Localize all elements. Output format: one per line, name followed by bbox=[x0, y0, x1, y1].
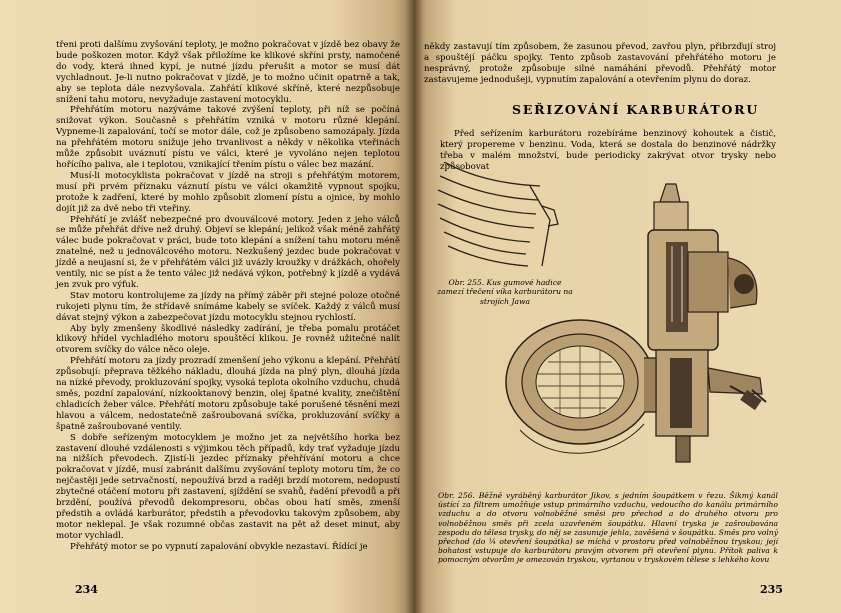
paragraph: Musí-li motocyklista pokračovat v jízdě na stroji s přehřátým motorem, musí při prvém příznaku váznutí pístu ve válci okamžitě vypnout spojku, protože k zadření, které by mohlo způsobit zlomení pístu a ojnice, by mohlo dojít již za dvě nebo tři vteřiny. bbox=[56, 170, 400, 214]
paragraph: S dobře seřízeným motocyklem je možno jet za největšího horka bez zastavení dlouhé vzdálenosti s výjimkou těch případů, kdy trať vyžaduje jízdu na nižších převodech. Zjistí-li jezdec příznaky přehřívání motoru a chce pokračovat v jízdě, musí zabránit dalšímu zvyšování teploty motoru tím, že co nejčastěji jede setrvačností, nepoužívá brzd a raději brzdí motorem, nedopustí zbytečné otáčení motoru při zastavení, sjíždění se svahů, řadění převodů a při brzdění, používá převodů dekompresoru, občas obou hatí směs, zmenší předstih a ovládá karburátor, předstih a převodovku takovým způsobem, aby motor neklepal. Je však rozumné občas zastavit na pět až deset minut, aby motor vychladl. bbox=[56, 432, 400, 541]
left-page-text bbox=[56, 40, 400, 553]
page-number-right: 235 bbox=[760, 583, 783, 596]
paragraph: Přehřátý motor se po vypnutí zapalování obvykle nezastaví. Řídící je bbox=[70, 541, 368, 552]
section-heading: SEŘIZOVÁNÍ KARBURÁTORU bbox=[512, 102, 760, 117]
figure-256-caption: Obr. 256. Běžně vyráběný karburátor Jikov, s jedním šoupátkem v řezu. Šikmý kanál ústící za filtrem umožňuje vstup primárního vzduchu, vedoucího do kanálu primárního vzduchu a do otvoru volnoběžné směsi pro přechod a do druhého otvoru pro volnoběžnou směs při zcela uzavřeném šoupátku. Hlavní tryska je zašroubována zespodu do tělesa trysky, do něj se zasunuje jehla, zavěšená v šoupátku. Směs pro volný přechod (do ¼ otevření šoupátka) se míchá v prostoru před volnoběžnou tryskou; její bohatost vstupuje do karburátoru pravým otvorem při otevření plynu. Přítok paliva k pomocným otvorům je omezován tryskou, vyrtanou v tryskovém tělese s lehkého kovu bbox=[438, 491, 778, 565]
right-page-top-text bbox=[424, 42, 776, 86]
air-filter bbox=[506, 320, 656, 453]
book-gutter bbox=[405, 0, 423, 613]
paragraph: Před seřízením karburátoru rozebíráme benzinový kohoutek a čistič, který propereme v benzinu. Voda, která se dostala do benzinové nádržky třeba v malém množství, bude periodicky zakrývat otvor trysky nebo způsobovat bbox=[440, 129, 776, 172]
paragraph: třeni proti dalšímu zvyšování teploty, je možno pokračovat v jízdě bez obavy že bude poškozen motor. Když však přiložíme ke klikové skříni prsty, namočené do vody, která ihned kypí, je nutné jízdu přerušit a motor se musí dát vychladnout. Je-li nutno pokračovat v jízdě, je to možno učinit opatrně a tak, aby se teplota dále nezvyšovala. Zahřátí klikové skříně, které nezpůsobuje snížení tahu motoru, nevyžaduje zastavení motocyklu. bbox=[56, 40, 400, 105]
paragraph: Přehřátím motoru nazýváme takové zvýšení teploty, při níž se počíná snižovat výkon. Současně s přehřátím vzniká v motoru různé klepání. Vypneme-li zapalování, točí se motor dále, což je způsobeno samozápaly. Jízda na přehřátém motoru snižuje jeho trvanlivost a někdy v několika vteřinách může způsobit uváznutí pístu ve válci, které je vyvoláno nejen teplotou hořícího paliva, ale i teplotou, vznikající třením pístu o válec bez mazání. bbox=[56, 105, 400, 170]
paragraph: Aby byly zmenšeny škodlivé následky zadírání, je třeba pomalu protáčet klikový hřídel vychladlého motoru spouštěcí klikou. Je rovněž užitečné nalít otvorem svíčky do válce něco oleje. bbox=[56, 323, 400, 356]
figure-255-caption: Obr. 255. Kus gumové hadice zamezí třečení víka karburátoru na strojích Jawa bbox=[437, 278, 573, 306]
page-number-left: 234 bbox=[75, 583, 98, 596]
paragraph: Přehřátí motoru za jízdy prozradí zmenšení jeho výkonu a klepání. Přehřátí způsobují: přeprava těžkého nákladu, dlouhá jízda na plný plyn, dlouhá jízda na nízké převody, prokluzování spojky, vysoká teplota okolního vzduchu, chudá směs, pozdní zapalování, nízkooktanový benzin, olej špatné kvality, znečištění chladicích žeber válce. Přehřátí motoru způsobuje také porušené těsnění mezi hlavou a válcem, nedostatečně zašroubovaná svíčka, prokluzování svíčky a špatně zašroubované ventily. bbox=[56, 356, 400, 432]
paragraph: Stav motoru kontrolujeme za jízdy na přímý záběr při stejné poloze otočné rukojeti plynu tím, že střídavě snímáme kabely se svíček. Každý z válců musí dávat stejný výkon a zabezpečovat jízdu motocyklu stejnou rychlostí. bbox=[56, 290, 400, 323]
carburetor-illustration bbox=[430, 162, 780, 488]
cylinder-head-sketch bbox=[438, 162, 558, 266]
paragraph: Přehřátí je zvlášť nebezpečné pro dvouválcové motory. Jeden z jeho válců se může přehřát dříve než druhý. Objeví se klepání; jelikož však méně zahřátý válec bude pokračovat v práci, bude toto klepání a snížení tahu motoru méně znatelné, než u jednoválcového motoru. Nezkušený jezdec bude pokračovat v jízdě a neujasní si, že v přehřátém válci již uvázly kroužky v drážkách, ohořely ventily, nic se píst a že tento válec již nedává výkon, potřebný k jízdě a vydává jen zvuk pro výfuk. bbox=[56, 214, 400, 290]
carburetor-body bbox=[648, 184, 766, 462]
paragraph: někdy zastavují tím způsobem, že zasunou převod, zavřou plyn, přibrzďují stroj a spouštějí páčku spojky. Tento způsob zastavování přehřátého motoru je nesprávný, protože způsobuje silné namáhání převodů. Přehřátý motor zastavujeme jednodušeji, vypnutím zapalování a otevřením plynu do doraz. bbox=[424, 42, 776, 85]
